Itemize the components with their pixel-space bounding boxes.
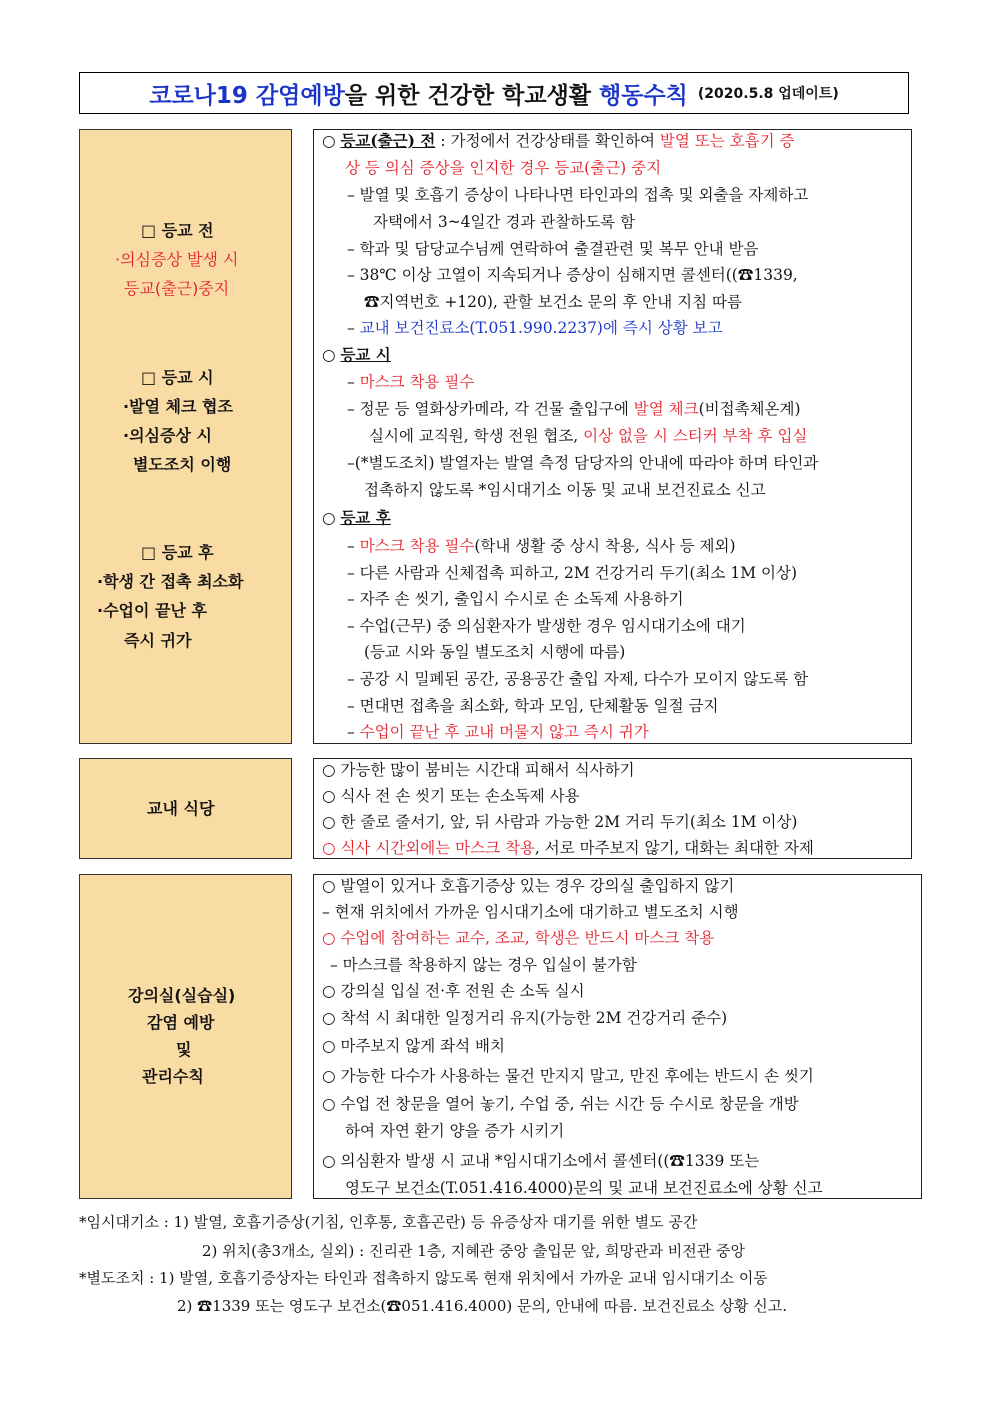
section1-before-line1: ·의심증상 발생 시 — [115, 250, 239, 269]
s1-row-10: – 마스크 착용 필수 — [347, 373, 475, 391]
section1-heading-after: □ 등교 후 — [141, 543, 214, 562]
s3-row-6: ○ 착석 시 최대한 일정거리 유지(가능한 2M 건강거리 준수) — [322, 1009, 728, 1027]
section3-label-line4: 관리수칙 — [142, 1067, 204, 1086]
s1-row-5: – 학과 및 담당교수님께 연락하여 출결관련 및 복무 안내 받음 — [347, 240, 759, 258]
footnote-2: 2) 위치(총3개소, 실외) : 진리관 1층, 지혜관 중앙 출입문 앞, 희망관과 비전관 중앙 — [202, 1242, 745, 1260]
s2-row-2: ○ 식사 전 손 씻기 또는 손소독제 사용 — [322, 787, 580, 805]
s1-row-1: ○ 등교(출근) 전 : 가정에서 건강상태를 확인하여 발열 또는 호흡기 증 — [322, 131, 795, 150]
s2-row-4: ○ 식사 시간외에는 마스크 착용, 서로 마주보지 않기, 대화는 최대한 자제 — [322, 839, 814, 857]
s1-row-23: – 수업이 끝난 후 교내 머물지 않고 즉시 귀가 — [347, 723, 649, 741]
section3-label-line3: 및 — [176, 1040, 192, 1059]
section3-label-line2: 감염 예방 — [147, 1013, 215, 1032]
s1-row-19: – 수업(근무) 중 의심환자가 발생한 경우 임시대기소에 대기 — [347, 617, 746, 635]
s1-row-2: 상 등 의심 증상을 인지한 경우 등교(출근) 중지 — [345, 159, 662, 177]
s1-row-14: 접촉하지 않도록 *임시대기소 이동 및 교내 보건진료소 신고 — [364, 481, 766, 499]
title-date: (2020.5.8 업데이트) — [697, 86, 839, 102]
s1-row-9: ○ 등교 시 — [322, 345, 391, 364]
section1-during-line2: ·의심증상 시 — [123, 426, 212, 445]
s3-row-2: – 현재 위치에서 가까운 임시대기소에 대기하고 별도조치 시행 — [322, 903, 739, 921]
footnote-4: 2) ☎1339 또는 영도구 보건소(☎051.416.4000) 문의, 안내에 따름. 보건진료소 상황 신고. — [177, 1297, 787, 1315]
s1-row-12: 실시에 교직원, 학생 전원 협조, 이상 없을 시 스티커 부착 후 입실 — [369, 427, 808, 445]
s1-row-13: –(*별도조치) 발열자는 발열 측정 담당자의 안내에 따라야 하며 타인과 — [347, 454, 819, 472]
s1-row-21: – 공강 시 밀폐된 공간, 공용공간 출입 자제, 다수가 모이지 않도록 함 — [347, 670, 809, 688]
s3-row-10: 하여 자연 환기 양을 증가 시키기 — [345, 1122, 565, 1140]
section3-label-panel — [79, 874, 292, 1199]
section3-label-line1: 강의실(실습실) — [128, 986, 236, 1005]
title-text: 코로나19 감염예방을 위한 건강한 학교생활 행동수칙 — [149, 82, 688, 109]
s1-row-11: – 정문 등 열화상카메라, 각 건물 출입구에 발열 체크(비접촉체온계) — [347, 400, 801, 418]
section2-label: 교내 식당 — [147, 799, 215, 818]
s1-row-18: – 자주 손 씻기, 출입시 수시로 손 소독제 사용하기 — [347, 590, 684, 608]
section1-during-line1: ·발열 체크 협조 — [123, 397, 233, 416]
s3-row-3: ○ 수업에 참여하는 교수, 조교, 학생은 반드시 마스크 착용 — [322, 929, 715, 947]
s3-row-11: ○ 의심환자 발생 시 교내 *임시대기소에서 콜센터((☎1339 또는 — [322, 1152, 760, 1170]
s3-row-8: ○ 가능한 다수가 사용하는 물건 만지지 말고, 만진 후에는 반드시 손 씻기 — [322, 1067, 814, 1085]
s3-row-9: ○ 수업 전 창문을 열어 놓기, 수업 중, 쉬는 시간 등 수시로 창문을 개방 — [322, 1095, 799, 1113]
section1-before-line2: 등교(출근)중지 — [124, 279, 230, 298]
s1-row-20: (등교 시와 동일 별도조치 시행에 따름) — [364, 643, 626, 661]
s2-row-3: ○ 한 줄로 줄서기, 앞, 뒤 사람과 가능한 2M 거리 두기(최소 1M 이상) — [322, 813, 798, 831]
section1-during-line3: 별도조치 이행 — [133, 455, 232, 474]
s1-row-7: ☎지역번호 +120), 관할 보건소 문의 후 안내 지침 따름 — [364, 293, 742, 311]
section1-after-line3: 즉시 귀가 — [124, 631, 192, 650]
s1-row-4: 자택에서 3~4일간 경과 관찰하도록 함 — [373, 213, 636, 231]
section1-heading-during: □ 등교 시 — [141, 368, 214, 387]
s3-row-5: ○ 강의실 입실 전·후 전원 손 소독 실시 — [322, 982, 585, 1000]
s2-row-1: ○ 가능한 많이 붐비는 시간대 피해서 식사하기 — [322, 761, 635, 779]
section1-after-line2: ·수업이 끝난 후 — [97, 601, 207, 620]
s3-row-1: ○ 발열이 있거나 호흡기증상 있는 경우 강의실 출입하지 않기 — [322, 877, 735, 895]
section1-after-line1: ·학생 간 접촉 최소화 — [97, 572, 244, 591]
s1-row-17: – 다른 사람과 신체접촉 피하고, 2M 건강거리 두기(최소 1M 이상) — [347, 564, 797, 582]
s1-row-16: – 마스크 착용 필수(학내 생활 중 상시 착용, 식사 등 제외) — [347, 537, 736, 555]
s3-row-4: – 마스크를 착용하지 않는 경우 입실이 불가함 — [330, 956, 637, 974]
s3-row-7: ○ 마주보지 않게 좌석 배치 — [322, 1037, 505, 1055]
footnote-1: *임시대기소 : 1) 발열, 호흡기증상(기침, 인후통, 호흡곤란) 등 유증상자 대기를 위한 별도 공간 — [79, 1213, 698, 1231]
s1-row-6: – 38℃ 이상 고열이 지속되거나 증상이 심해지면 콜센터((☎1339, — [347, 266, 798, 284]
s1-row-8: – 교내 보건진료소(T.051.990.2237)에 즉시 상황 보고 — [347, 319, 723, 337]
section1-heading-before: □ 등교 전 — [141, 221, 214, 240]
footnote-3: *별도조치 : 1) 발열, 호흡기증상자는 타인과 접촉하지 않도록 현재 위치에서 가까운 교내 임시대기소 이동 — [79, 1269, 768, 1287]
s3-row-12: 영도구 보건소(T.051.416.4000)문의 및 교내 보건진료소에 상황 신고 — [345, 1179, 823, 1197]
s1-row-15: ○ 등교 후 — [322, 508, 391, 527]
page-title — [79, 72, 909, 114]
s1-row-3: – 발열 및 호흡기 증상이 나타나면 타인과의 접촉 및 외출을 자제하고 — [347, 186, 809, 204]
s1-row-22: – 면대면 접촉을 최소화, 학과 모임, 단체활동 일절 금지 — [347, 697, 719, 715]
